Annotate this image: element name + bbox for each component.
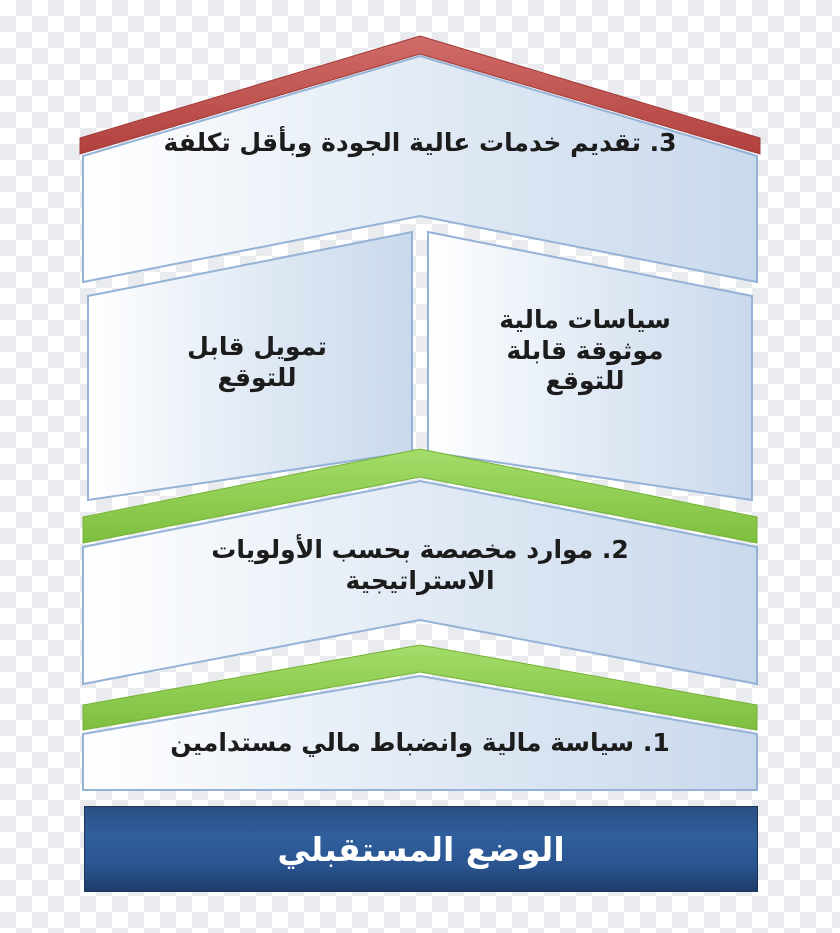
future-state-banner-label: الوضع المستقبلي bbox=[277, 829, 565, 869]
chevron-1-label: 1. سياسة مالية وانضباط مالي مستدامين bbox=[170, 728, 670, 757]
chevron-3-shape bbox=[80, 36, 760, 282]
chevron-2-label: 2. موارد مخصصة بحسب الأولويات الاستراتيجية bbox=[211, 535, 629, 595]
pillar-left-label: تمويل قابل للتوقع bbox=[187, 332, 327, 392]
pillar-right-label: سياسات مالية موثوقة قابلة للتوقع bbox=[499, 305, 671, 395]
chevron-1-shape bbox=[83, 645, 757, 790]
future-state-banner bbox=[84, 806, 758, 892]
chevron-3-label: 3. تقديم خدمات عالية الجودة وبأقل تكلفة bbox=[163, 128, 677, 157]
